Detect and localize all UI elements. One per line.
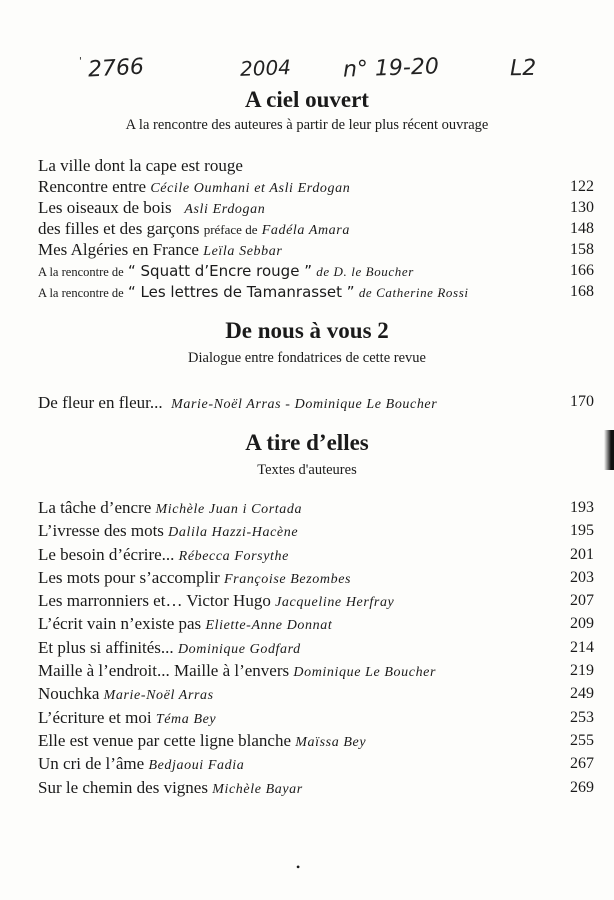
entry-page: 269 xyxy=(570,778,594,796)
section-subtitle-ciel-ouvert: A la rencontre des auteures à partir de leur plus récent ouvrage xyxy=(125,117,489,133)
toc-entry[interactable] xyxy=(38,752,594,775)
handwritten-issue: n° 19-20 xyxy=(342,54,440,83)
entry-author: Téma Bey xyxy=(155,711,217,727)
entry-author: de Catherine Rossi xyxy=(358,285,469,300)
entry-page: 255 xyxy=(570,731,594,749)
toc-list-a-tire-delles xyxy=(38,496,594,799)
toc-entry[interactable] xyxy=(38,155,594,176)
entry-page: 148 xyxy=(570,220,594,237)
entry-title: Les marronniers et… Victor Hugo xyxy=(38,591,271,611)
entry-author: Michèle Bayar xyxy=(212,781,303,797)
entry-title: Et plus si affinités... xyxy=(38,637,174,657)
entry-page: 249 xyxy=(570,685,594,703)
entry-title: La tâche d’encre xyxy=(38,498,152,517)
toc-entry[interactable] xyxy=(38,659,594,682)
entry-page: 193 xyxy=(570,499,594,516)
entry-title: Mes Algéries en France xyxy=(38,240,199,259)
entry-page: 209 xyxy=(570,615,594,633)
entry-title: Elle est venue par cette ligne blanche xyxy=(38,730,291,750)
handwritten-year: 2004 xyxy=(239,55,292,81)
toc-entry[interactable] xyxy=(38,218,594,239)
toc-entry[interactable] xyxy=(38,260,594,281)
entry-title: L’ivresse des mots xyxy=(38,521,164,541)
section-title-ciel-ouvert: A ciel ouvert xyxy=(245,87,369,112)
section-subtitle-de-nous-a-vous: Dialogue entre fondatrices de cette revue xyxy=(188,350,426,366)
entry-title: L’écrit vain n’existe pas xyxy=(38,614,202,634)
entry-author: Asli Erdogan xyxy=(184,202,266,217)
entry-author: Maïssa Bey xyxy=(295,734,367,750)
entry-title: “ Squatt d’Encre rouge ” xyxy=(127,262,312,280)
entry-title: Le besoin d’écrire... xyxy=(38,544,175,564)
entry-page: 267 xyxy=(570,755,594,773)
section-subtitle-a-tire-delles: Textes d'auteures xyxy=(257,462,357,478)
entry-author: Dominique Godfard xyxy=(177,641,301,657)
toc-entry[interactable] xyxy=(38,239,594,260)
entry-title: “ Les lettres de Tamanrasset ” xyxy=(127,283,355,301)
entry-prefix: préface de xyxy=(203,222,258,237)
entry-title: Nouchka xyxy=(38,684,100,704)
toc-entry[interactable] xyxy=(38,706,594,729)
entry-title: Maille à l’endroit... Maille à l’envers xyxy=(38,661,290,681)
entry-page: 130 xyxy=(570,199,594,216)
handwritten-code: L2 xyxy=(509,55,537,82)
entry-title: La ville dont la cape est rouge xyxy=(38,156,243,175)
entry-page: 170 xyxy=(570,393,594,410)
entry-page: 214 xyxy=(570,638,594,656)
entry-author: Leïla Sebbar xyxy=(203,244,283,259)
entry-author: Marie-Noël Arras xyxy=(103,688,214,704)
toc-entry[interactable] xyxy=(38,543,594,566)
entry-title: Un cri de l’âme xyxy=(38,754,145,774)
entry-author: Jacqueline Herfray xyxy=(275,595,395,611)
entry-author: Fadéla Amara xyxy=(261,223,350,238)
entry-author: Rébecca Forsythe xyxy=(178,548,289,564)
toc-entry[interactable] xyxy=(38,636,594,659)
toc-entry[interactable] xyxy=(38,566,594,589)
entry-page: 201 xyxy=(570,545,594,563)
entry-title: L’écriture et moi xyxy=(38,707,152,727)
page-mark: • xyxy=(296,860,301,874)
toc-list-ciel-ouvert xyxy=(38,155,594,302)
section-title-de-nous-a-vous: De nous à vous 2 xyxy=(225,318,389,343)
scan-edge-shadow xyxy=(604,430,614,470)
entry-author: Marie-Noël Arras - Dominique Le Boucher xyxy=(171,397,438,412)
toc-entry[interactable] xyxy=(38,612,594,635)
entry-author: de D. le Boucher xyxy=(316,264,414,279)
handwritten-ref: 2766 xyxy=(87,54,145,83)
entry-page: 219 xyxy=(570,662,594,680)
toc-entry[interactable] xyxy=(38,776,594,799)
handwritten-annotation xyxy=(0,52,614,92)
toc-entry[interactable] xyxy=(38,682,594,705)
toc-entry[interactable] xyxy=(38,589,594,612)
entry-title: Les mots pour s’accomplir xyxy=(38,567,220,587)
entry-page: 168 xyxy=(570,283,594,300)
toc-entry[interactable] xyxy=(38,393,594,413)
entry-author: Dalila Hazzi-Hacène xyxy=(168,525,299,541)
entry-page: 158 xyxy=(570,241,594,258)
toc-entry[interactable] xyxy=(38,519,594,542)
toc-entry[interactable] xyxy=(38,496,594,519)
entry-page: 253 xyxy=(570,708,594,726)
entry-author: Bedjaoui Fadia xyxy=(148,758,245,774)
entry-page: 166 xyxy=(570,262,594,279)
entry-author: Cécile Oumhani et Asli Erdogan xyxy=(150,181,351,196)
toc-list-de-nous-a-vous xyxy=(38,393,594,413)
entry-page: 195 xyxy=(570,522,594,540)
entry-page: 203 xyxy=(570,568,594,586)
entry-author: Eliette-Anne Donnat xyxy=(205,618,333,634)
entry-author: Françoise Bezombes xyxy=(224,571,352,587)
toc-entry[interactable] xyxy=(38,197,594,218)
entry-page: 207 xyxy=(570,592,594,610)
entry-prefix: A la rencontre de xyxy=(38,265,124,279)
entry-title: Rencontre entre xyxy=(38,177,147,196)
entry-title: des filles et des garçons xyxy=(38,219,200,238)
entry-author: Michèle Juan i Cortada xyxy=(155,502,303,517)
toc-entry[interactable] xyxy=(38,729,594,752)
entry-title: De fleur en fleur... xyxy=(38,393,163,412)
pen-tick: ' xyxy=(79,56,82,67)
entry-author: Dominique Le Boucher xyxy=(293,665,437,681)
section-title-a-tire-delles: A tire d’elles xyxy=(245,430,369,455)
entry-title: Sur le chemin des vignes xyxy=(38,777,208,797)
entry-page: 122 xyxy=(570,178,594,195)
toc-entry[interactable] xyxy=(38,176,594,197)
entry-prefix: A la rencontre de xyxy=(38,286,124,300)
toc-entry[interactable] xyxy=(38,281,594,302)
entry-title: Les oiseaux de bois xyxy=(38,198,172,217)
